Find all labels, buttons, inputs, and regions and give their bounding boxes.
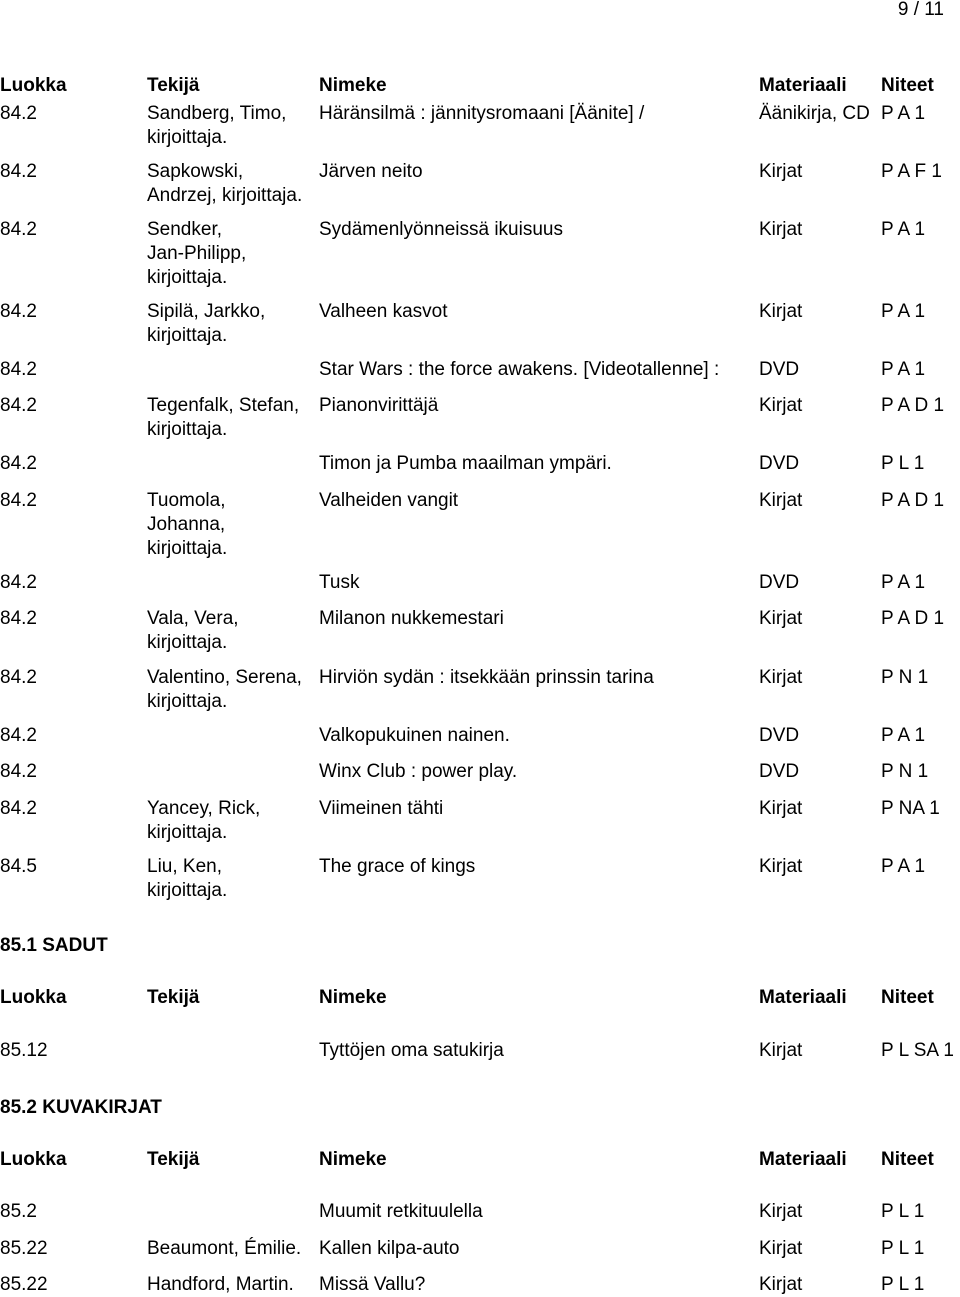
cell-niteet: P A 1 — [881, 856, 926, 877]
col-luokka: Luokka — [0, 987, 67, 1008]
cell-materiaali: Äänikirja, CD — [759, 103, 870, 124]
page-number: 9 / 11 — [897, 0, 944, 20]
cell-tekija: Yancey, Rick, kirjoittaja. — [147, 798, 261, 843]
col-tekija: Tekijä — [147, 987, 200, 1008]
cell-niteet: P A 1 — [881, 359, 926, 380]
cell-niteet: P A D 1 — [881, 490, 945, 511]
cell-niteet: P L 1 — [881, 1201, 925, 1222]
cell-materiaali: Kirjat — [759, 395, 803, 416]
cell-luokka: 85.12 — [0, 1040, 48, 1061]
cell-tekija: Vala, Vera, kirjoittaja. — [147, 608, 239, 653]
cell-nimeke: Valheiden vangit — [319, 490, 459, 511]
cell-luokka: 85.22 — [0, 1274, 48, 1295]
cell-niteet: P L SA 1 — [881, 1040, 954, 1061]
cell-niteet: P NA 1 — [881, 798, 940, 819]
cell-tekija: Handford, Martin. — [147, 1274, 294, 1295]
col-materiaali: Materiaali — [759, 1149, 847, 1170]
cell-nimeke: Valkopukuinen nainen. — [319, 725, 510, 746]
cell-materiaali: DVD — [759, 725, 800, 746]
cell-tekija: Beaumont, Émilie. — [147, 1238, 302, 1259]
cell-materiaali: Kirjat — [759, 856, 803, 877]
cell-nimeke: Järven neito — [319, 161, 423, 182]
cell-tekija: Sandberg, Timo, kirjoittaja. — [147, 103, 287, 148]
col-niteet: Niteet — [881, 75, 934, 96]
cell-niteet: P A F 1 — [881, 161, 942, 182]
cell-niteet: P A D 1 — [881, 395, 945, 416]
cell-materiaali: Kirjat — [759, 608, 803, 629]
cell-materiaali: Kirjat — [759, 1201, 803, 1222]
cell-luokka: 84.2 — [0, 395, 37, 416]
cell-luokka: 85.2 — [0, 1201, 37, 1222]
col-tekija: Tekijä — [147, 1149, 200, 1170]
cell-materiaali: Kirjat — [759, 219, 803, 240]
cell-tekija: Tuomola, Johanna, kirjoittaja. — [147, 490, 228, 559]
cell-nimeke: Viimeinen tähti — [319, 798, 444, 819]
cell-luokka: 84.2 — [0, 219, 37, 240]
cell-nimeke: Timon ja Pumba maailman ympäri. — [319, 453, 612, 474]
cell-tekija: Valentino, Serena, kirjoittaja. — [147, 667, 302, 712]
cell-niteet: P A 1 — [881, 103, 926, 124]
cell-niteet: P N 1 — [881, 667, 929, 688]
cell-materiaali: Kirjat — [759, 667, 803, 688]
cell-nimeke: Kallen kilpa-auto — [319, 1238, 460, 1259]
cell-luokka: 84.2 — [0, 490, 37, 511]
cell-luokka: 84.2 — [0, 453, 37, 474]
cell-nimeke: Häränsilmä : jännitysromaani [Äänite] / — [319, 103, 645, 124]
cell-nimeke: Hirviön sydän : itsekkään prinssin tarina — [319, 667, 654, 688]
cell-materiaali: DVD — [759, 453, 800, 474]
cell-materiaali: Kirjat — [759, 1238, 803, 1259]
cell-niteet: P A 1 — [881, 725, 926, 746]
cell-luokka: 84.2 — [0, 798, 37, 819]
col-tekija: Tekijä — [147, 75, 200, 96]
col-materiaali: Materiaali — [759, 75, 847, 96]
cell-niteet: P L 1 — [881, 1274, 925, 1295]
cell-nimeke: Star Wars : the force awakens. [Videotallenne] : — [319, 359, 720, 380]
cell-materiaali: DVD — [759, 572, 800, 593]
col-nimeke: Nimeke — [319, 1149, 387, 1170]
cell-luokka: 84.2 — [0, 667, 37, 688]
cell-nimeke: Tusk — [319, 572, 360, 593]
cell-luokka: 84.2 — [0, 161, 37, 182]
cell-luokka: 84.2 — [0, 761, 37, 782]
col-luokka: Luokka — [0, 75, 67, 96]
cell-luokka: 84.2 — [0, 359, 37, 380]
col-niteet: Niteet — [881, 1149, 934, 1170]
cell-materiaali: Kirjat — [759, 490, 803, 511]
section-title: 85.1 SADUT — [0, 935, 108, 956]
cell-luokka: 85.22 — [0, 1238, 48, 1259]
cell-niteet: P A 1 — [881, 301, 926, 322]
cell-luokka: 84.2 — [0, 608, 37, 629]
cell-nimeke: Milanon nukkemestari — [319, 608, 504, 629]
cell-nimeke: Missä Vallu? — [319, 1274, 426, 1295]
cell-nimeke: The grace of kings — [319, 856, 476, 877]
col-luokka: Luokka — [0, 1149, 67, 1170]
col-nimeke: Nimeke — [319, 75, 387, 96]
cell-materiaali: Kirjat — [759, 798, 803, 819]
section-title: 85.2 KUVAKIRJAT — [0, 1097, 162, 1118]
cell-tekija: Tegenfalk, Stefan, kirjoittaja. — [147, 395, 300, 440]
cell-nimeke: Tyttöjen oma satukirja — [319, 1040, 504, 1061]
col-niteet: Niteet — [881, 987, 934, 1008]
cell-niteet: P N 1 — [881, 761, 929, 782]
cell-niteet: P A D 1 — [881, 608, 945, 629]
cell-luokka: 84.5 — [0, 856, 37, 877]
cell-tekija: Liu, Ken, kirjoittaja. — [147, 856, 228, 901]
cell-luokka: 84.2 — [0, 572, 37, 593]
cell-materiaali: Kirjat — [759, 1040, 803, 1061]
cell-nimeke: Muumit retkituulella — [319, 1201, 483, 1222]
cell-nimeke: Pianonvirittäjä — [319, 395, 439, 416]
cell-niteet: P L 1 — [881, 453, 925, 474]
cell-niteet: P A 1 — [881, 219, 926, 240]
cell-materiaali: Kirjat — [759, 301, 803, 322]
cell-tekija: Sipilä, Jarkko, kirjoittaja. — [147, 301, 266, 346]
cell-materiaali: DVD — [759, 359, 800, 380]
cell-luokka: 84.2 — [0, 725, 37, 746]
cell-materiaali: Kirjat — [759, 1274, 803, 1295]
cell-nimeke: Winx Club : power play. — [319, 761, 518, 782]
cell-luokka: 84.2 — [0, 103, 37, 124]
cell-materiaali: DVD — [759, 761, 800, 782]
cell-materiaali: Kirjat — [759, 161, 803, 182]
cell-nimeke: Valheen kasvot — [319, 301, 448, 322]
cell-niteet: P L 1 — [881, 1238, 925, 1259]
col-nimeke: Nimeke — [319, 987, 387, 1008]
cell-tekija: Sendker, Jan-Philipp, kirjoittaja. — [147, 219, 247, 288]
col-materiaali: Materiaali — [759, 987, 847, 1008]
cell-nimeke: Sydämenlyönneissä ikuisuus — [319, 219, 563, 240]
cell-tekija: Sapkowski, Andrzej, kirjoittaja. — [147, 161, 303, 206]
cell-luokka: 84.2 — [0, 301, 37, 322]
cell-niteet: P A 1 — [881, 572, 926, 593]
